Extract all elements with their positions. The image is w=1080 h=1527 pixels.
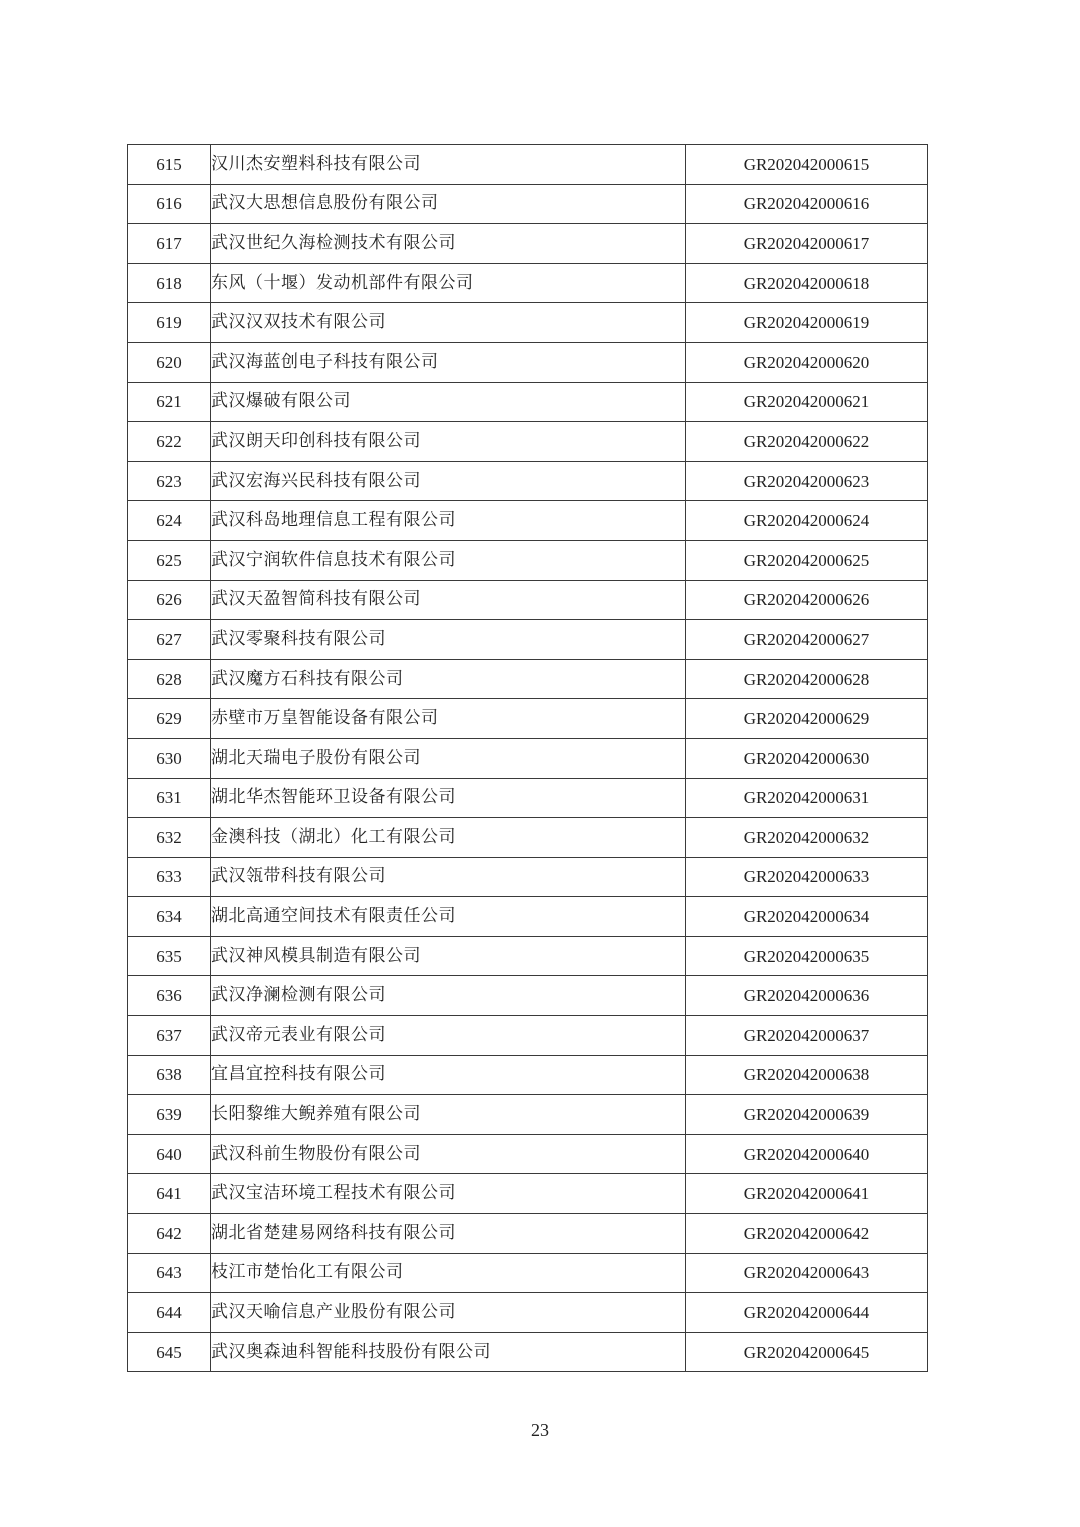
row-number: 641 (128, 1174, 211, 1214)
certificate-code: GR202042000642 (686, 1214, 928, 1254)
company-name: 武汉魔方石科技有限公司 (211, 659, 686, 699)
row-number: 635 (128, 936, 211, 976)
table-row (128, 857, 928, 897)
table-row (128, 501, 928, 541)
table-body (128, 145, 928, 1372)
row-number: 627 (128, 620, 211, 660)
company-name: 武汉朗天印创科技有限公司 (211, 422, 686, 462)
company-name: 长阳黎维大鲵养殖有限公司 (211, 1095, 686, 1135)
company-name: 武汉宏海兴民科技有限公司 (211, 461, 686, 501)
table-row (128, 1095, 928, 1135)
certificate-code: GR202042000639 (686, 1095, 928, 1135)
company-table (127, 144, 928, 1372)
table-row (128, 818, 928, 858)
row-number: 640 (128, 1134, 211, 1174)
table-row (128, 620, 928, 660)
company-name: 武汉奥森迪科智能科技股份有限公司 (211, 1332, 686, 1372)
row-number: 644 (128, 1293, 211, 1333)
certificate-code: GR202042000640 (686, 1134, 928, 1174)
row-number: 642 (128, 1214, 211, 1254)
table-row (128, 1214, 928, 1254)
row-number: 639 (128, 1095, 211, 1135)
certificate-code: GR202042000618 (686, 263, 928, 303)
row-number: 619 (128, 303, 211, 343)
table-row (128, 184, 928, 224)
certificate-code: GR202042000623 (686, 461, 928, 501)
certificate-code: GR202042000615 (686, 145, 928, 185)
row-number: 630 (128, 738, 211, 778)
company-name: 湖北华杰智能环卫设备有限公司 (211, 778, 686, 818)
table-row (128, 342, 928, 382)
row-number: 620 (128, 342, 211, 382)
certificate-code: GR202042000621 (686, 382, 928, 422)
company-name: 宜昌宜控科技有限公司 (211, 1055, 686, 1095)
row-number: 616 (128, 184, 211, 224)
company-name: 武汉净澜检测有限公司 (211, 976, 686, 1016)
table-row (128, 659, 928, 699)
certificate-code: GR202042000636 (686, 976, 928, 1016)
company-name: 金澳科技（湖北）化工有限公司 (211, 818, 686, 858)
company-name: 武汉瓴带科技有限公司 (211, 857, 686, 897)
certificate-code: GR202042000617 (686, 224, 928, 264)
row-number: 632 (128, 818, 211, 858)
certificate-code: GR202042000622 (686, 422, 928, 462)
row-number: 629 (128, 699, 211, 739)
certificate-code: GR202042000633 (686, 857, 928, 897)
company-name: 武汉宝洁环境工程技术有限公司 (211, 1174, 686, 1214)
row-number: 615 (128, 145, 211, 185)
row-number: 631 (128, 778, 211, 818)
certificate-code: GR202042000629 (686, 699, 928, 739)
certificate-code: GR202042000626 (686, 580, 928, 620)
table-row (128, 1016, 928, 1056)
company-name: 武汉大思想信息股份有限公司 (211, 184, 686, 224)
table-row (128, 699, 928, 739)
row-number: 637 (128, 1016, 211, 1056)
table-row (128, 145, 928, 185)
company-name: 湖北天瑞电子股份有限公司 (211, 738, 686, 778)
table-row (128, 778, 928, 818)
table-row (128, 936, 928, 976)
company-name: 武汉海蓝创电子科技有限公司 (211, 342, 686, 382)
company-name: 汉川杰安塑料科技有限公司 (211, 145, 686, 185)
table-row (128, 738, 928, 778)
company-name: 武汉汉双技术有限公司 (211, 303, 686, 343)
certificate-code: GR202042000624 (686, 501, 928, 541)
table-row (128, 1293, 928, 1333)
company-name: 武汉零聚科技有限公司 (211, 620, 686, 660)
table-row (128, 303, 928, 343)
row-number: 638 (128, 1055, 211, 1095)
row-number: 623 (128, 461, 211, 501)
table-row (128, 263, 928, 303)
row-number: 618 (128, 263, 211, 303)
certificate-code: GR202042000634 (686, 897, 928, 937)
certificate-code: GR202042000637 (686, 1016, 928, 1056)
company-name: 武汉宁润软件信息技术有限公司 (211, 540, 686, 580)
row-number: 621 (128, 382, 211, 422)
table-row (128, 224, 928, 264)
certificate-code: GR202042000616 (686, 184, 928, 224)
company-name: 武汉帝元表业有限公司 (211, 1016, 686, 1056)
certificate-code: GR202042000625 (686, 540, 928, 580)
company-name: 武汉世纪久海检测技术有限公司 (211, 224, 686, 264)
row-number: 645 (128, 1332, 211, 1372)
row-number: 628 (128, 659, 211, 699)
row-number: 634 (128, 897, 211, 937)
row-number: 617 (128, 224, 211, 264)
company-name: 湖北省楚建易网络科技有限公司 (211, 1214, 686, 1254)
company-name: 枝江市楚怡化工有限公司 (211, 1253, 686, 1293)
row-number: 626 (128, 580, 211, 620)
table-row (128, 1253, 928, 1293)
table-row (128, 422, 928, 462)
certificate-code: GR202042000644 (686, 1293, 928, 1333)
company-name: 武汉神风模具制造有限公司 (211, 936, 686, 976)
certificate-code: GR202042000632 (686, 818, 928, 858)
company-name: 湖北高通空间技术有限责任公司 (211, 897, 686, 937)
table-row (128, 461, 928, 501)
page-number: 23 (531, 1420, 549, 1440)
certificate-code: GR202042000619 (686, 303, 928, 343)
table-row (128, 540, 928, 580)
company-name: 武汉爆破有限公司 (211, 382, 686, 422)
table-row (128, 1174, 928, 1214)
row-number: 643 (128, 1253, 211, 1293)
certificate-code: GR202042000638 (686, 1055, 928, 1095)
company-name: 武汉科前生物股份有限公司 (211, 1134, 686, 1174)
certificate-code: GR202042000631 (686, 778, 928, 818)
company-name: 武汉天盈智简科技有限公司 (211, 580, 686, 620)
company-name: 赤壁市万皇智能设备有限公司 (211, 699, 686, 739)
table-row (128, 382, 928, 422)
company-name: 武汉天喻信息产业股份有限公司 (211, 1293, 686, 1333)
certificate-code: GR202042000635 (686, 936, 928, 976)
row-number: 633 (128, 857, 211, 897)
certificate-code: GR202042000641 (686, 1174, 928, 1214)
row-number: 636 (128, 976, 211, 1016)
certificate-code: GR202042000628 (686, 659, 928, 699)
row-number: 624 (128, 501, 211, 541)
certificate-code: GR202042000620 (686, 342, 928, 382)
certificate-code: GR202042000643 (686, 1253, 928, 1293)
row-number: 625 (128, 540, 211, 580)
certificate-code: GR202042000630 (686, 738, 928, 778)
table-row (128, 897, 928, 937)
certificate-code: GR202042000645 (686, 1332, 928, 1372)
company-name: 东风（十堰）发动机部件有限公司 (211, 263, 686, 303)
table-row (128, 1332, 928, 1372)
company-name: 武汉科岛地理信息工程有限公司 (211, 501, 686, 541)
table-row (128, 976, 928, 1016)
certificate-code: GR202042000627 (686, 620, 928, 660)
row-number: 622 (128, 422, 211, 462)
table-row (128, 1134, 928, 1174)
table-row (128, 1055, 928, 1095)
table-row (128, 580, 928, 620)
